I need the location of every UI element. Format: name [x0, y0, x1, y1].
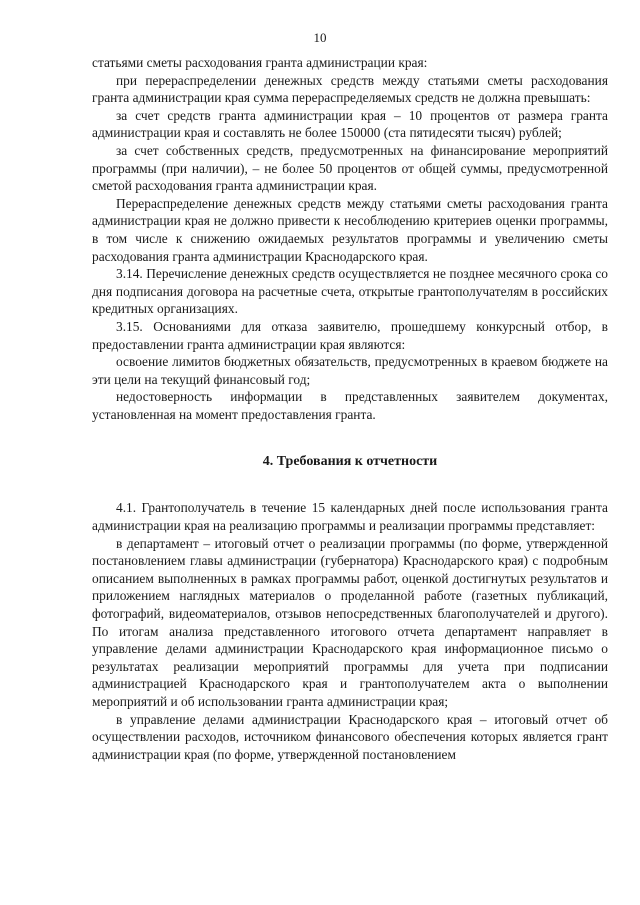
paragraph: 3.14. Перечисление денежных средств осуществляется не позднее месячного срока со дня подписания договора на расчетные счета, открытые грантополучателям в российских кредитных организациях. — [92, 266, 608, 317]
paragraph: в департамент – итоговый отчет о реализации программы (по форме, утвержденной постановлением главы администрации (губернатора) Краснодарского края) с подробным описанием выполненных в рамках программы работ, оценкой достигнутых результатов и приложением наглядных материалов о проделанной работе (газетных публикаций, фотографий, видеоматериалов, отзывов непосредственных благополучателей и другого). По итогам анализа представленного итогового отчета департамент направляет в управление делами администрации Краснодарского края информационное письмо о результатах реализации мероприятий программы для учета при подписании администрацией Краснодарского края и грантополучателем акта о выполнении мероприятий и об использовании гранта администрации края; — [92, 535, 608, 709]
paragraph: при перераспределении денежных средств между статьями сметы расходования гранта администрации края сумма перераспределяемых средств не должна превышать: — [92, 72, 608, 106]
paragraphs-after — [92, 499, 608, 763]
paragraph: 3.15. Основаниями для отказа заявителю, прошедшему конкурсный отбор, в предоставлении гранта администрации края являются: — [92, 318, 608, 352]
paragraphs-before — [92, 54, 608, 423]
paragraph: Перераспределение денежных средств между статьями сметы расходования гранта администрации края не должно привести к несоблюдению критериев оценки программы, в том числе к снижению ожидаемых результатов программы и увеличению сметы расходования гранта администрации Краснодарского края. — [92, 195, 608, 264]
paragraph: за счет средств гранта администрации края – 10 процентов от размера гранта администрации края и составлять не более 150000 (ста пятидесяти тысяч) рублей; — [92, 107, 608, 141]
paragraph: за счет собственных средств, предусмотренных на финансирование мероприятий программы (при наличии), – не более 50 процентов от общей суммы, предусмотренной сметой расходования гранта администрации края. — [92, 142, 608, 194]
document-body — [92, 54, 608, 763]
page-number: 10 — [313, 30, 327, 45]
paragraph: статьями сметы расходования гранта администрации края: — [92, 55, 428, 70]
paragraph: недостоверность информации в представленных заявителем документах, установленная на момент предоставления гранта. — [92, 389, 608, 422]
paragraph: 4.1. Грантополучатель в течение 15 календарных дней после использования гранта администрации края на реализацию программы и реализации программы представляет: — [92, 500, 608, 534]
paragraph: освоение лимитов бюджетных обязательств, предусмотренных в краевом бюджете на эти цели на текущий финансовый год; — [92, 354, 608, 387]
paragraph: в управление делами администрации Краснодарского края – итоговый отчет об осуществлении расходов, источником финансового обеспечения которых является грант администрации края (по форме, утвержденной постановлением — [92, 711, 608, 762]
section-heading: 4. Требования к отчетности — [262, 454, 438, 470]
